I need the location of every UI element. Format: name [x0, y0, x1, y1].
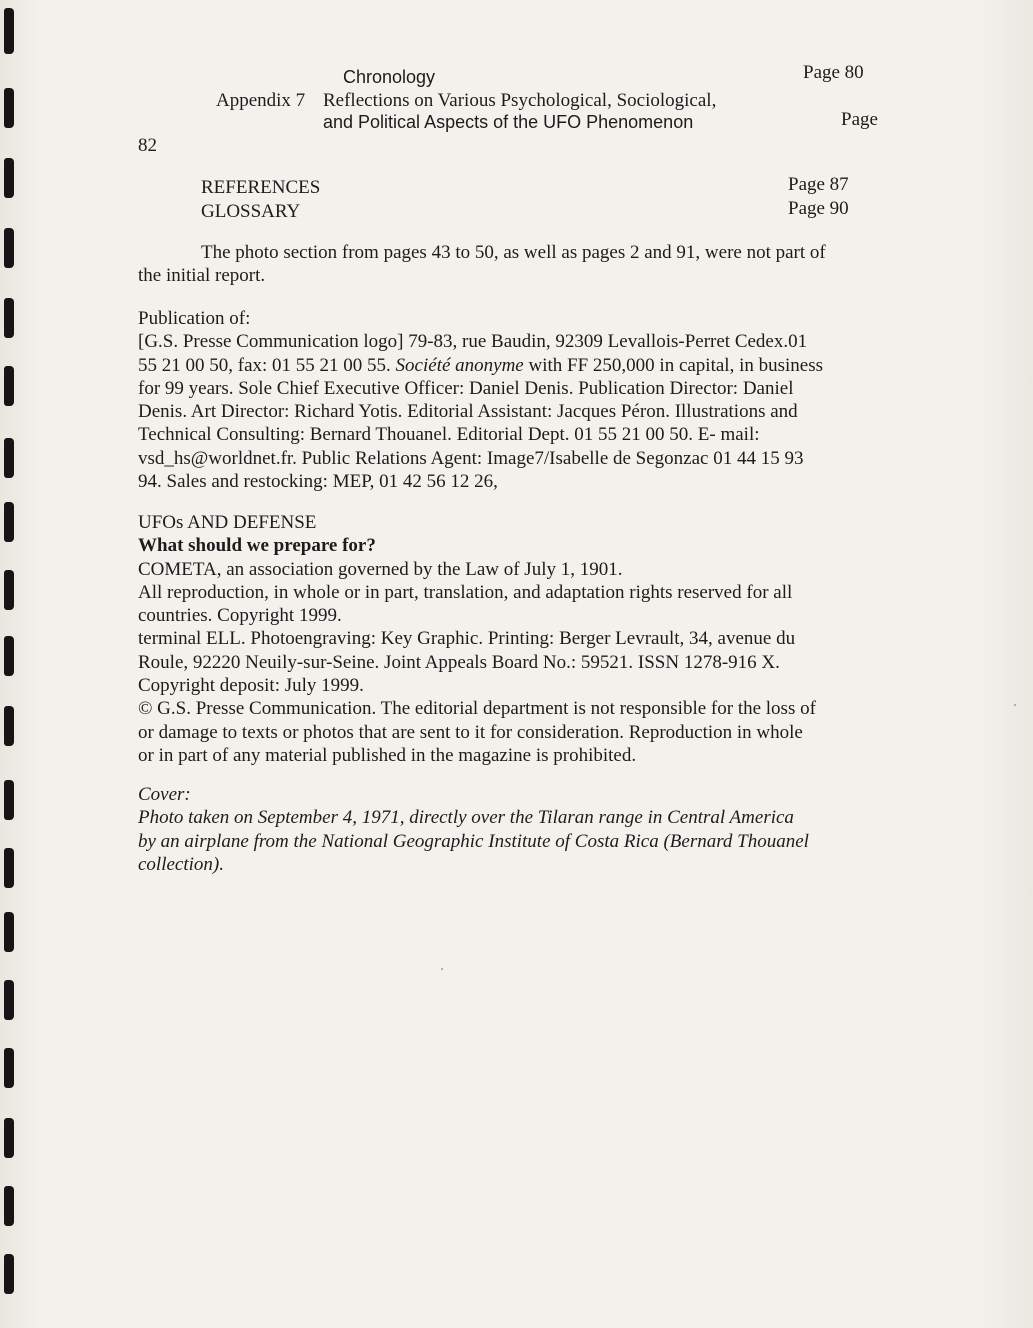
toc-appendix-label: Appendix 7: [216, 90, 306, 111]
photo-note-line1: The photo section from pages 43 to 50, as well as pages 2 and 91, were not part of: [201, 242, 826, 263]
toc-references-page: Page 87: [788, 174, 849, 195]
magazine-line: countries. Copyright 1999.: [138, 605, 342, 627]
publication-block: [138, 307, 888, 493]
magazine-line: Roule, 92220 Neuily-sur-Seine. Joint Appeals Board No.: 59521. ISSN 1278-916 X.: [138, 651, 780, 673]
publication-line: 94. Sales and restocking: MEP, 01 42 56 12 26,: [138, 471, 498, 493]
magazine-block: [138, 511, 888, 767]
publication-heading: Publication of:: [138, 308, 251, 329]
scan-speck: [1014, 704, 1016, 706]
publication-line: Technical Consulting: Bernard Thouanel. Editorial Dept. 01 55 21 00 50. E- mail:: [138, 424, 760, 446]
cover-caption: [138, 783, 888, 876]
toc-appendix-title-line2: and Political Aspects of the UFO Phenomenon: [323, 112, 694, 132]
magazine-line: terminal ELL. Photoengraving: Key Graphic. Printing: Berger Levrault, 34, avenue du: [138, 628, 796, 650]
magazine-line: COMETA, an association governed by the Law of July 1, 1901.: [138, 558, 623, 580]
scan-speck: [441, 968, 443, 970]
toc-appendix-title-line1: Reflections on Various Psychological, Sociological,: [323, 90, 717, 111]
magazine-title: UFOs AND DEFENSE: [138, 512, 317, 533]
cover-heading: Cover:: [138, 784, 191, 805]
cover-line: collection).: [138, 853, 224, 875]
toc-appendix-page-word: Page: [841, 109, 878, 130]
publication-line: vsd_hs@worldnet.fr. Public Relations Agent: Image7/Isabelle de Segonzac 01 44 15 93: [138, 447, 804, 469]
publication-line-capital: 55 21 00 50, fax: 01 55 21 00 55. Société anonyme with FF 250,000 in capital, in business: [138, 354, 823, 376]
magazine-line: or damage to texts or photos that are sent to it for consideration. Reproduction in whole: [138, 721, 803, 743]
cover-line: by an airplane from the National Geographic Institute of Costa Rica (Bernard Thouanel: [138, 830, 809, 852]
spiral-binding: [0, 0, 24, 1328]
toc-appendix-page-number: 82: [138, 135, 157, 156]
toc-glossary-label: GLOSSARY: [201, 201, 301, 222]
magazine-line: All reproduction, in whole or in part, translation, and adaptation rights reserved for all: [138, 581, 793, 603]
toc-chronology-page: Page 80: [803, 62, 864, 83]
magazine-line: Copyright deposit: July 1999.: [138, 675, 364, 697]
cover-line: Photo taken on September 4, 1971, directly over the Tilaran range in Central America: [138, 807, 794, 829]
toc-references-label: REFERENCES: [201, 177, 321, 198]
publication-line: for 99 years. Sole Chief Executive Officer: Daniel Denis. Publication Director: Daniel: [138, 377, 794, 399]
publication-line: Denis. Art Director: Richard Yotis. Editorial Assistant: Jacques Péron. Illustrations and: [138, 401, 798, 423]
toc-glossary-page: Page 90: [788, 198, 849, 219]
publication-line: [G.S. Presse Communication logo] 79-83, rue Baudin, 92309 Levallois-Perret Cedex.01: [138, 331, 808, 353]
magazine-line: or in part of any material published in the magazine is prohibited.: [138, 744, 637, 766]
toc-chronology-label: Chronology: [343, 67, 436, 87]
societe-anonyme-term: Société anonyme: [395, 354, 524, 376]
magazine-line: © G.S. Presse Communication. The editorial department is not responsible for the loss of: [138, 698, 816, 720]
magazine-subtitle: What should we prepare for?: [138, 535, 376, 557]
photo-note-line2: the initial report.: [138, 265, 266, 286]
